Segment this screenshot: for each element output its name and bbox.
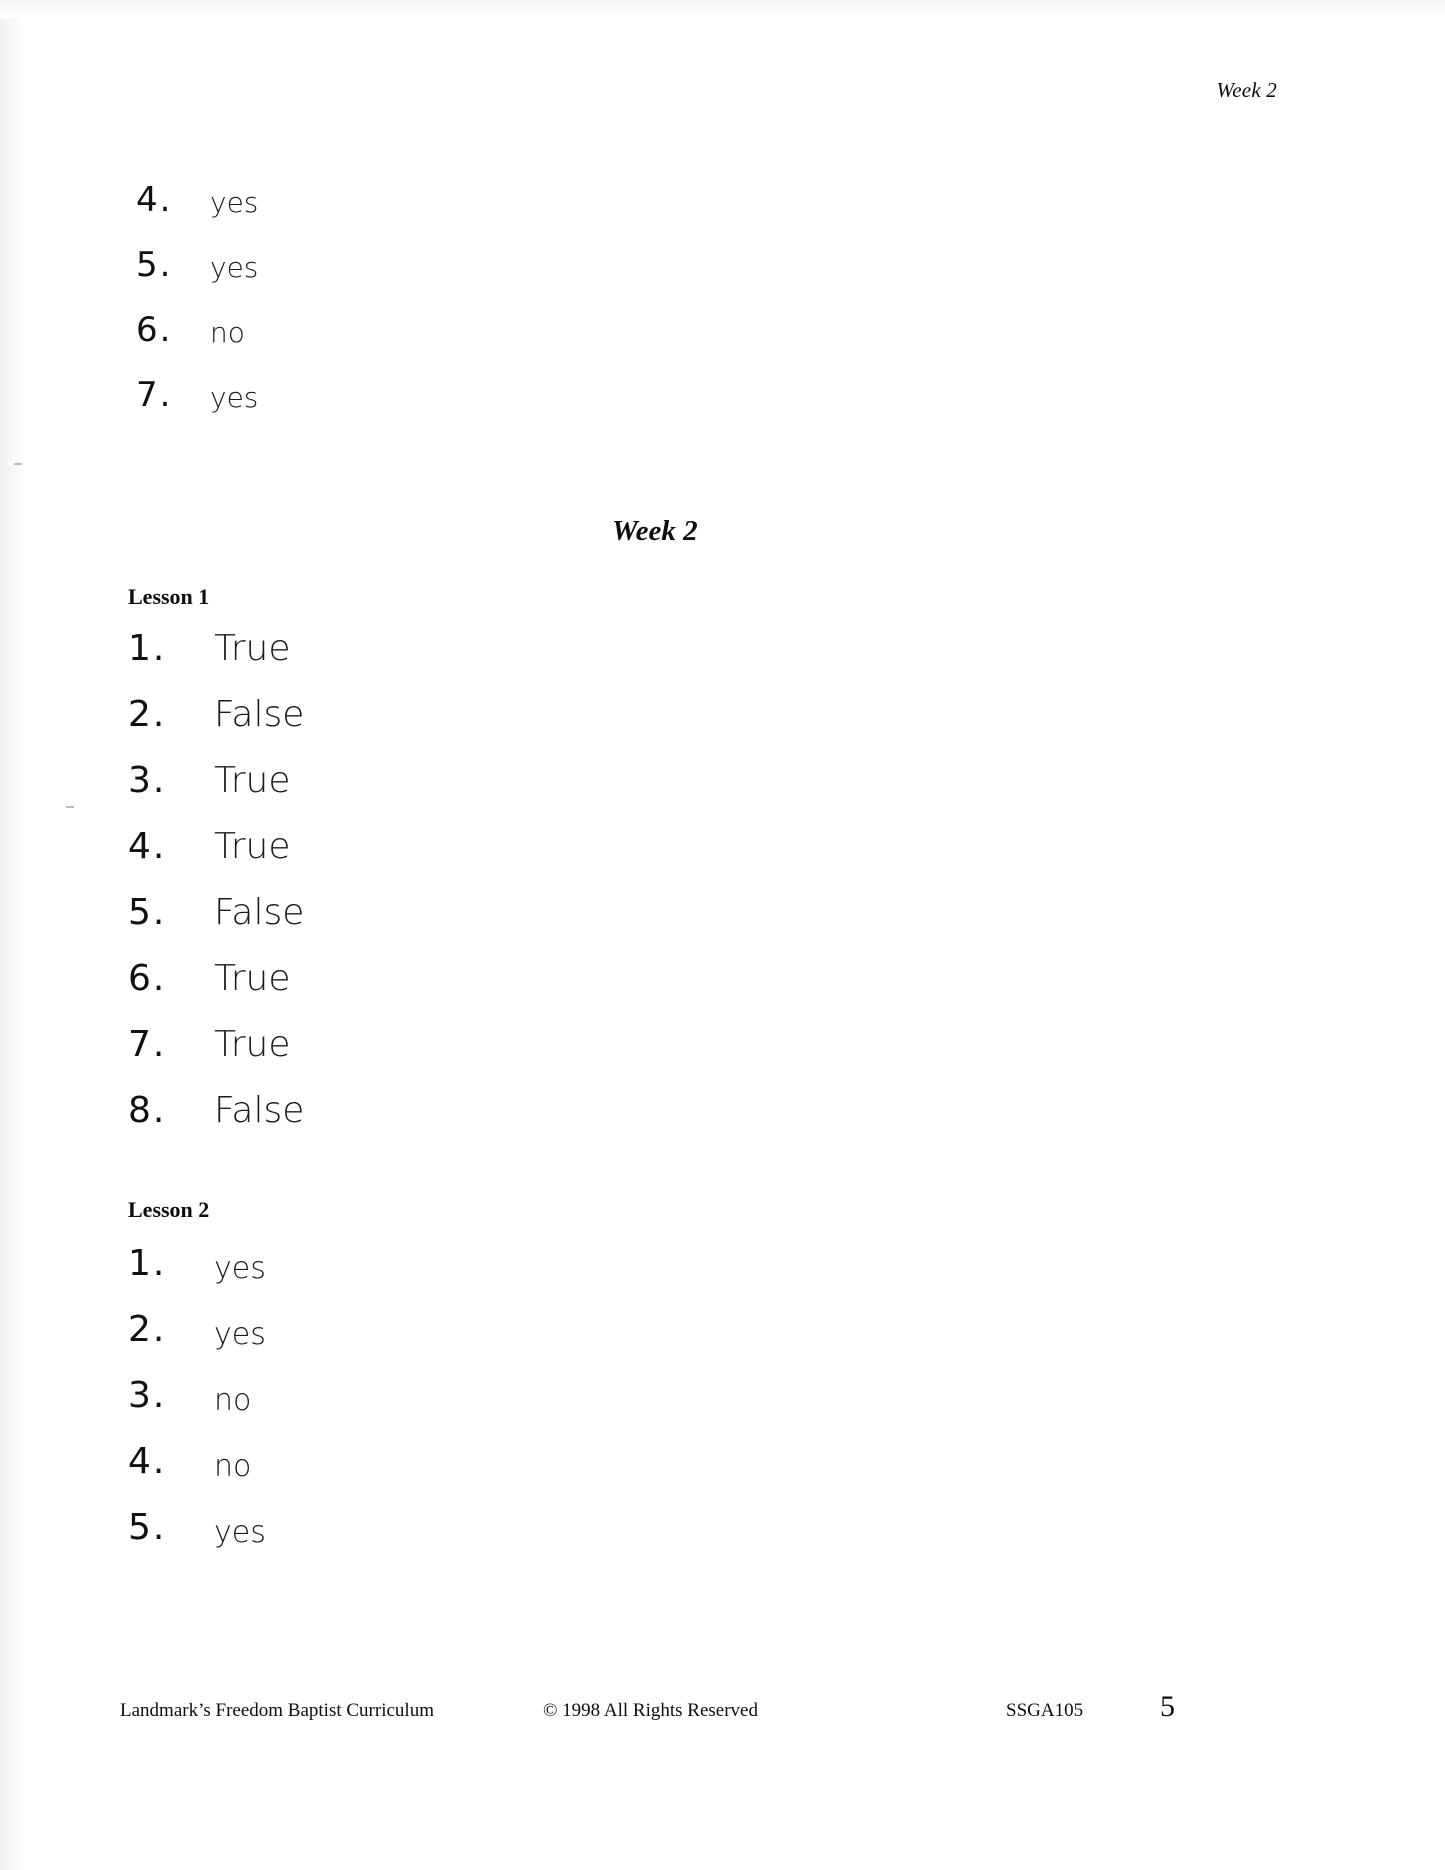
item-answer: False xyxy=(214,892,305,933)
item-number: 2. xyxy=(128,694,167,735)
scan-edge-left xyxy=(0,0,26,1870)
item-answer: yes xyxy=(214,1251,266,1286)
running-head: Week 2 xyxy=(1216,78,1277,102)
item-answer: True xyxy=(214,628,291,669)
item-number: 5. xyxy=(136,245,173,285)
item-answer: yes xyxy=(210,251,259,284)
item-answer: yes xyxy=(214,1515,266,1550)
scan-edge-top xyxy=(0,0,1445,18)
section-heading: Week 2 xyxy=(612,515,698,547)
item-number: 5. xyxy=(128,1507,167,1548)
item-number: 6. xyxy=(128,958,167,999)
item-answer: True xyxy=(214,1024,291,1065)
item-number: 4. xyxy=(128,826,167,867)
footer-copyright: © 1998 All Rights Reserved xyxy=(543,1700,758,1721)
item-number: 6. xyxy=(136,310,173,350)
item-number: 1. xyxy=(128,628,167,669)
page-number: 5 xyxy=(1160,1690,1175,1723)
item-answer: yes xyxy=(210,381,259,414)
page-footer xyxy=(0,1690,1445,1740)
item-number: 5. xyxy=(128,892,167,933)
lesson-2-heading: Lesson 2 xyxy=(128,1197,210,1222)
item-answer: True xyxy=(214,958,291,999)
item-answer: yes xyxy=(210,186,259,219)
item-answer: no xyxy=(210,316,245,349)
footer-product-code: SSGA105 xyxy=(1006,1700,1084,1721)
margin-tick-lower xyxy=(66,806,74,808)
item-answer: True xyxy=(214,760,291,801)
lesson-1-heading: Lesson 1 xyxy=(128,584,210,609)
item-number: 3. xyxy=(128,1375,167,1416)
item-number: 7. xyxy=(128,1024,167,1065)
footer-publisher: Landmark’s Freedom Baptist Curriculum xyxy=(120,1700,434,1721)
margin-tick-upper xyxy=(14,463,22,465)
item-number: 3. xyxy=(128,760,167,801)
item-answer: no xyxy=(214,1383,252,1418)
item-number: 4. xyxy=(128,1441,167,1482)
item-answer: yes xyxy=(214,1317,266,1352)
item-number: 2. xyxy=(128,1309,167,1350)
item-number: 1. xyxy=(128,1243,167,1284)
item-answer: False xyxy=(214,694,305,735)
item-answer: False xyxy=(214,1090,305,1131)
item-number: 8. xyxy=(128,1090,167,1131)
item-answer: no xyxy=(214,1449,252,1484)
item-answer: True xyxy=(214,826,291,867)
item-number: 7. xyxy=(136,375,173,415)
item-number: 4. xyxy=(136,180,173,220)
